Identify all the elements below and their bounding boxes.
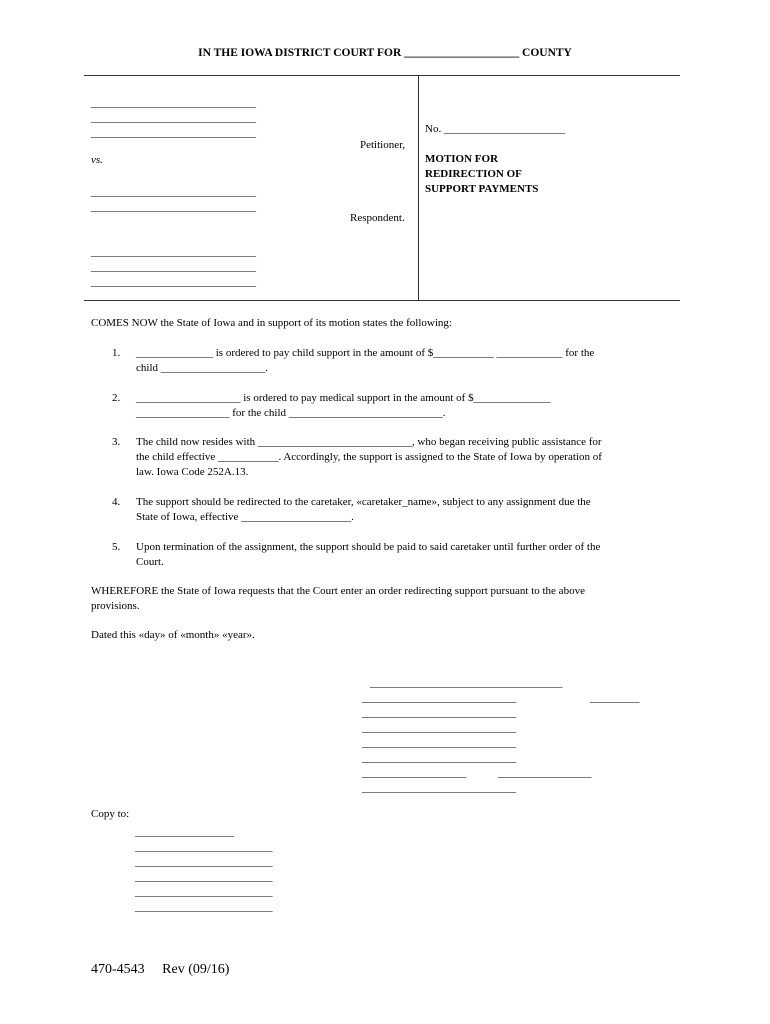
top-rule bbox=[84, 75, 680, 76]
copy-to-line: _________________________ bbox=[135, 856, 273, 868]
signature-row-right: _________________ bbox=[498, 767, 592, 779]
item-text-line: Upon termination of the assignment, the support should be paid to said caretaker until further order of the bbox=[136, 541, 601, 553]
item-text-line: law. Iowa Code 252A.13. bbox=[136, 466, 249, 478]
item-text-line: ___________________ is ordered to pay medical support in the amount of $______________ bbox=[136, 392, 551, 404]
respondent-line-2: ______________________________ bbox=[91, 201, 256, 213]
item-number: 3. bbox=[112, 436, 121, 448]
copy-to-line: __________________ bbox=[135, 826, 234, 838]
copy-to-line: _________________________ bbox=[135, 901, 273, 913]
extra-line-1: ______________________________ bbox=[91, 246, 256, 258]
signature-line: ___________________________________ bbox=[370, 677, 563, 689]
item-text-line: The child now resides with ____________________________, who began receiving public assistance for bbox=[136, 436, 602, 448]
case-number: No. ______________________ bbox=[425, 123, 565, 135]
copy-to-line: _________________________ bbox=[135, 886, 273, 898]
item-text-line: child ___________________. bbox=[136, 362, 268, 374]
petitioner-label: Petitioner, bbox=[360, 139, 406, 151]
item-text-line: _________________ for the child ____________________________. bbox=[136, 407, 446, 419]
item-text-line: State of Iowa, effective ____________________. bbox=[136, 511, 354, 523]
copy-to-line: _________________________ bbox=[135, 871, 273, 883]
wherefore-line-2: provisions. bbox=[91, 600, 140, 612]
signature-row-right: _________ bbox=[590, 692, 640, 704]
signature-row: ____________________________ bbox=[362, 722, 516, 734]
signature-row: ____________________________ bbox=[362, 782, 516, 794]
petitioner-line-1: ______________________________ bbox=[91, 97, 256, 109]
motion-title-line-1: MOTION FOR bbox=[425, 153, 499, 165]
copy-to-line: _________________________ bbox=[135, 841, 273, 853]
petitioner-line-2: ______________________________ bbox=[91, 112, 256, 124]
item-text-line: the child effective ___________. Accordingly, the support is assigned to the State of Iowa by operation of bbox=[136, 451, 602, 463]
caption-bottom-rule bbox=[84, 300, 680, 301]
extra-line-2: ______________________________ bbox=[91, 261, 256, 273]
copy-to-label: Copy to: bbox=[91, 808, 130, 820]
item-number: 1. bbox=[112, 347, 121, 359]
dated-line: Dated this «day» of «month» «year». bbox=[91, 629, 255, 641]
item-number: 5. bbox=[112, 541, 121, 553]
intro-paragraph: COMES NOW the State of Iowa and in support of its motion states the following: bbox=[91, 317, 452, 329]
vs-label: vs. bbox=[91, 154, 103, 166]
item-number: 4. bbox=[112, 496, 121, 508]
item-text-line: The support should be redirected to the caretaker, «caretaker_name», subject to any assignment due the bbox=[136, 496, 591, 508]
court-header: IN THE IOWA DISTRICT COURT FOR ____________________ COUNTY bbox=[198, 47, 572, 59]
signature-row: ___________________ bbox=[362, 767, 467, 779]
form-number-footer: 470-4543 Rev (09/16) bbox=[91, 962, 230, 977]
signature-row: ____________________________ bbox=[362, 752, 516, 764]
motion-title-line-3: SUPPORT PAYMENTS bbox=[425, 183, 539, 195]
caption-divider bbox=[418, 76, 419, 300]
respondent-line-1: ______________________________ bbox=[91, 186, 256, 198]
extra-line-3: ______________________________ bbox=[91, 276, 256, 288]
item-text-line: Court. bbox=[136, 556, 164, 568]
item-text-line: ______________ is ordered to pay child support in the amount of $___________ ____________ for the bbox=[136, 347, 595, 359]
signature-row: ____________________________ bbox=[362, 707, 516, 719]
respondent-label: Respondent. bbox=[350, 212, 405, 224]
motion-title-line-2: REDIRECTION OF bbox=[425, 168, 522, 180]
petitioner-line-3: ______________________________ bbox=[91, 127, 256, 139]
item-number: 2. bbox=[112, 392, 121, 404]
signature-row: ____________________________ bbox=[362, 737, 516, 749]
signature-row: ____________________________ bbox=[362, 692, 516, 704]
wherefore-line-1: WHEREFORE the State of Iowa requests that the Court enter an order redirecting support pursuant to the above bbox=[91, 585, 585, 597]
